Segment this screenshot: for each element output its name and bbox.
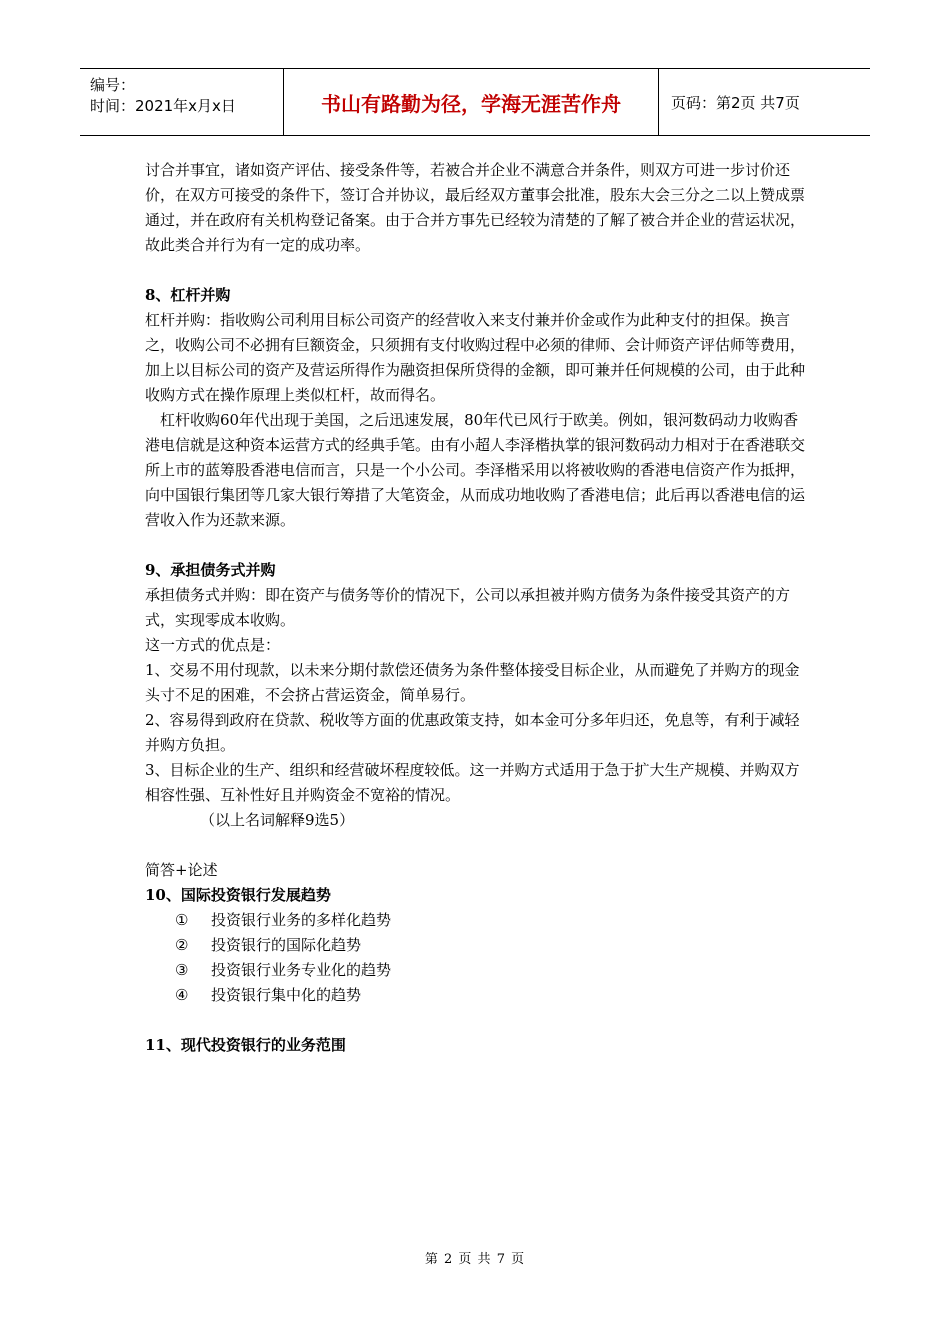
header-meta (80, 69, 283, 135)
section-heading-11: 11、现代投资银行的业务范围 (145, 1036, 346, 1054)
list-text: 投资银行业务的多样化趋势 (211, 911, 392, 929)
section-heading-9: 9、承担债务式并购 (145, 561, 276, 579)
document-date: 时间：2021年x月x日 (90, 97, 236, 115)
paragraph: 杠杆并购：指收购公司利用目标公司资产的经营收入来支付兼并价金或作为此种支付的担保。换言之，收购公司不必拥有巨额资金，只须拥有支付收购过程中必须的律师、会计师资产评估师等费用，加上以目标公司的资产及营运所得作为融资担保所贷得的金额，即可兼并任何规模的公司，由于此种收购方式在操作原理上类似杠杆，故而得名。 (145, 311, 806, 404)
page-header (80, 68, 870, 136)
list-item (145, 958, 810, 983)
paragraph: 承担债务式并购：即在资产与债务等价的情况下，公司以承担被并购方债务为条件接受其资产的方式，实现零成本收购。 (145, 586, 791, 629)
list-marker: ③ (175, 961, 189, 979)
note: （以上名词解释9选5） (200, 811, 355, 829)
paragraph: 这一方式的优点是： (145, 636, 281, 654)
list-text: 投资银行集中化的趋势 (211, 986, 362, 1004)
list-item (145, 983, 810, 1008)
page-footer: 第 2 页 共 7 页 (424, 1252, 526, 1267)
section-label: 简答+论述 (145, 861, 218, 879)
header-page-number: 页码：第2页 共7页 (671, 93, 800, 112)
list-marker: ④ (175, 986, 189, 1004)
list-text: 投资银行的国际化趋势 (211, 936, 362, 954)
paragraph: 2、容易得到政府在贷款、税收等方面的优惠政策支持，如本金可分多年归还，免息等，有利于减轻并购方负担。 (145, 711, 800, 754)
document-body (145, 158, 810, 1058)
header-motto: 书山有路勤为径，学海无涯苦作舟 (283, 69, 659, 135)
section-heading-8: 8、杠杆并购 (145, 286, 231, 304)
list-marker: ① (175, 911, 189, 929)
paragraph: 1、交易不用付现款，以未来分期付款偿还债务为条件整体接受目标企业，从而避免了并购方的现金头寸不足的困难，不会挤占营运资金，简单易行。 (145, 661, 800, 704)
paragraph: 3、目标企业的生产、组织和经营破坏程度较低。这一并购方式适用于急于扩大生产规模、并购双方相容性强、互补性好且并购资金不宽裕的情况。 (145, 761, 800, 804)
section-heading-10: 10、国际投资银行发展趋势 (145, 886, 331, 904)
document-number: 编号： (90, 76, 136, 94)
list-marker: ② (175, 936, 189, 954)
list-text: 投资银行业务专业化的趋势 (211, 961, 392, 979)
list-item (145, 933, 810, 958)
paragraph: 讨合并事宜，诸如资产评估、接受条件等，若被合并企业不满意合并条件，则双方可进一步讨价还价，在双方可接受的条件下，签订合并协议，最后经双方董事会批准，股东大会三分之二以上赞成票通过，并在政府有关机构登记备案。由于合并方事先已经较为清楚的了解了被合并企业的营运状况，故此类合并行为有一定的成功率。 (145, 161, 806, 254)
list-item (145, 908, 810, 933)
paragraph: 杠杆收购60年代出现于美国，之后迅速发展，80年代已风行于欧美。例如，银河数码动力收购香港电信就是这种资本运营方式的经典手笔。由有小超人李泽楷执掌的银河数码动力相对于在香港联交所上市的蓝筹股香港电信而言，只是一个小公司。李泽楷采用以将被收购的香港电信资产作为抵押，向中国银行集团等几家大银行筹措了大笔资金，从而成功地收购了香港电信；此后再以香港电信的运营收入作为还款来源。 (145, 411, 806, 529)
